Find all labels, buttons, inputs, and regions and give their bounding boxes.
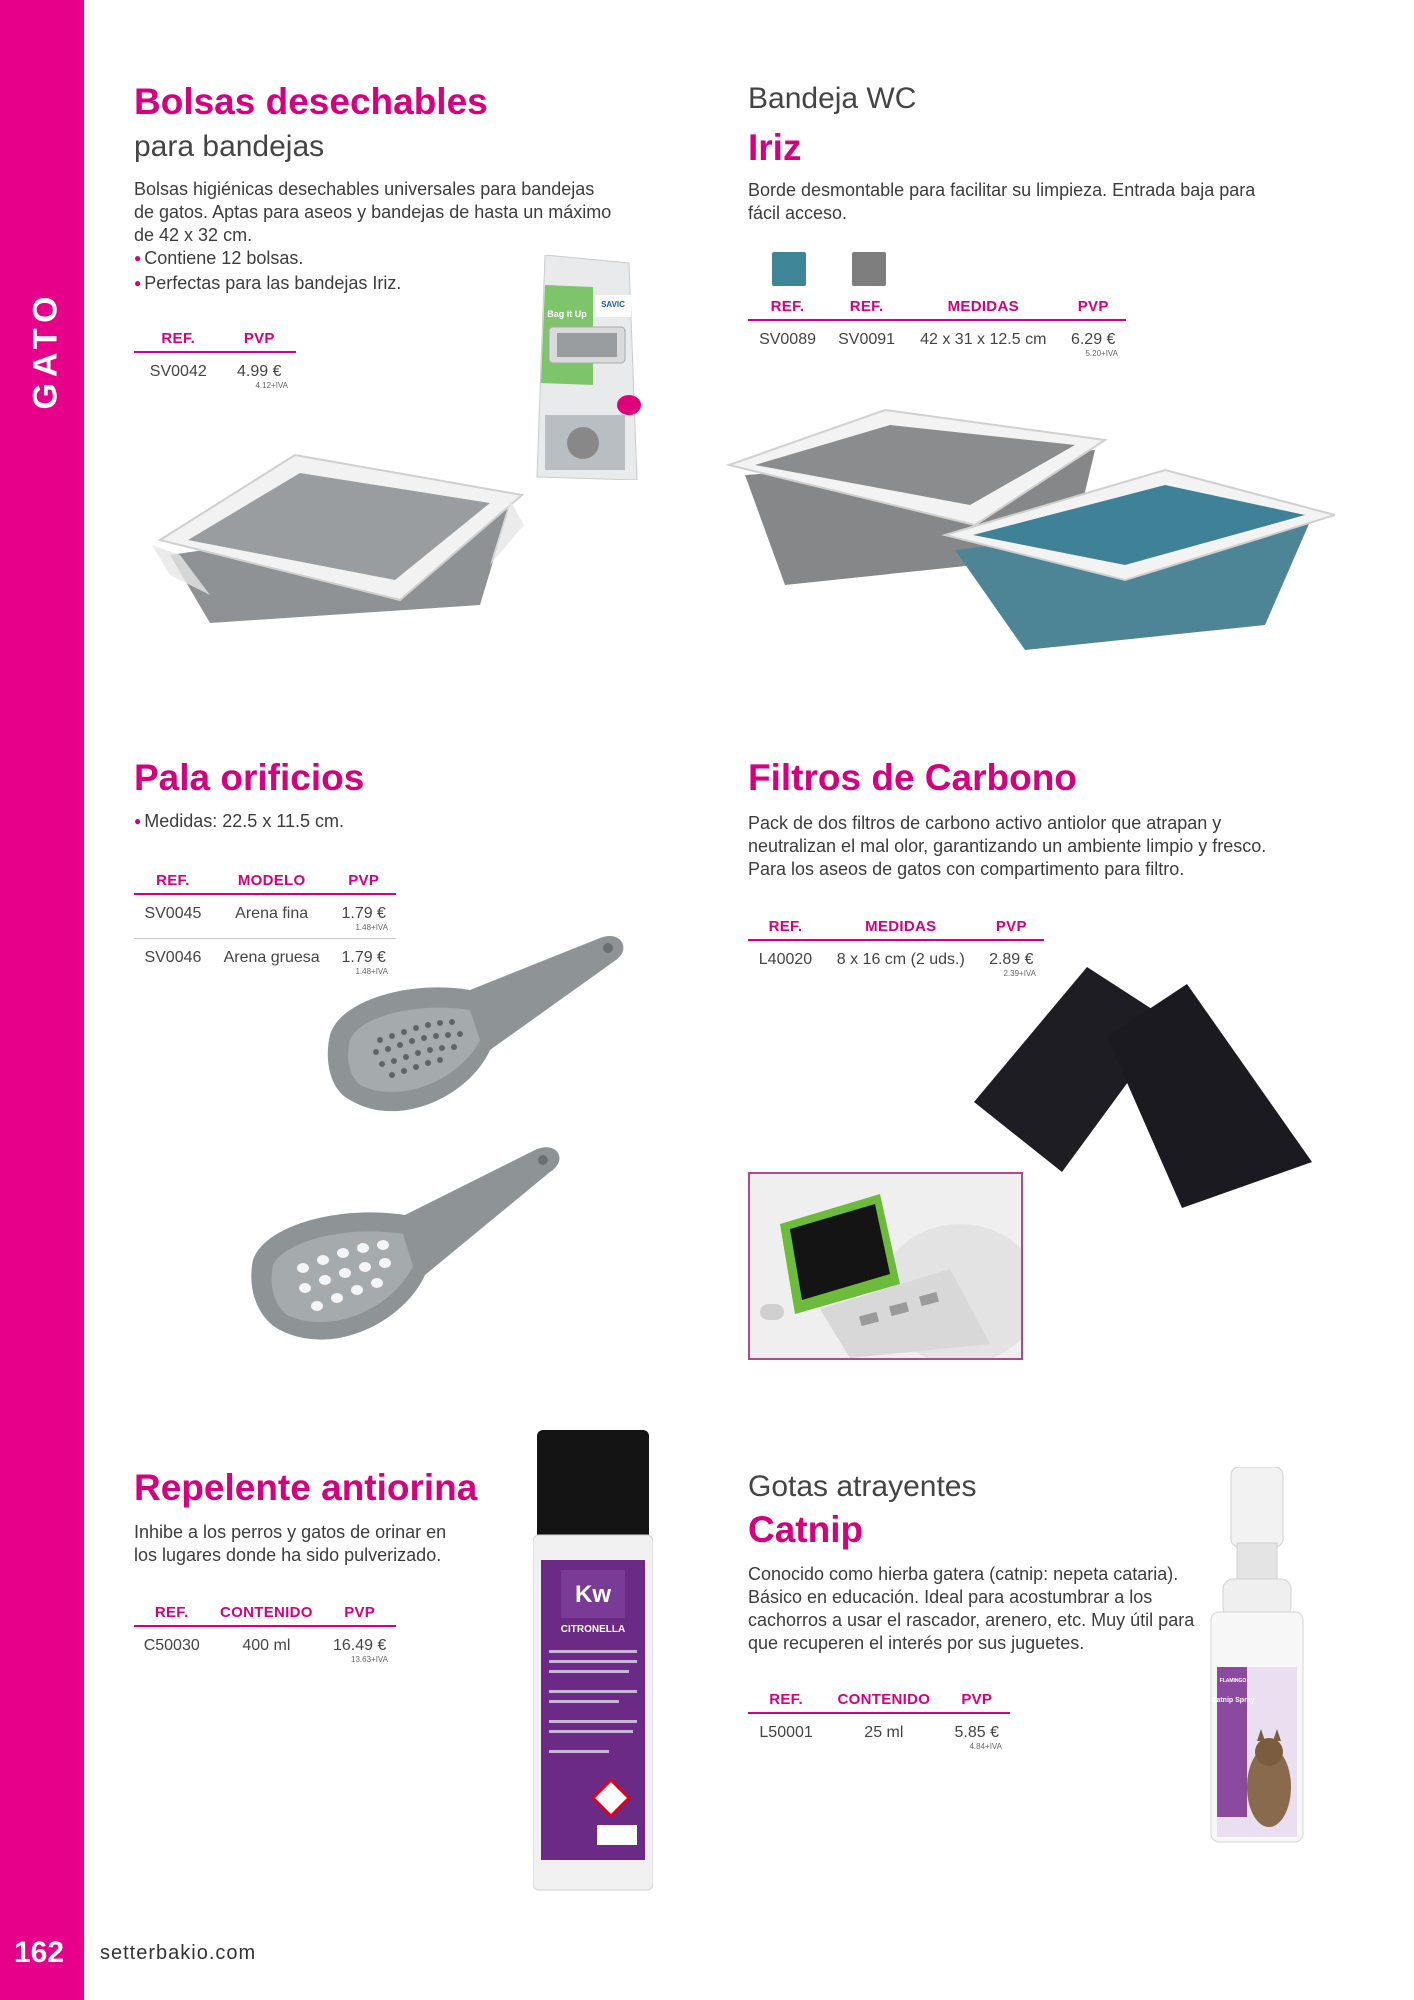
bottle-brand: FLAMINGO — [1219, 1678, 1247, 1684]
filter-inset-image — [748, 1172, 1023, 1360]
pala-bullet: ● Medidas: 22.5 x 11.5 cm. — [134, 810, 534, 835]
table-row — [134, 1626, 396, 1670]
iriz-trays-image — [725, 405, 1335, 655]
bolsas-bullet: ● Perfectas para las bandejas Iriz. — [134, 272, 614, 297]
table-header: MEDIDAS — [906, 298, 1060, 320]
repelente-price-table — [134, 1604, 396, 1670]
content-cell: 400 ml — [242, 1637, 291, 1654]
website-link[interactable]: setterbakio.com — [100, 1942, 257, 1964]
repelente-description: Inhibe a los perros y gatos de orinar en los lugares donde ha sido pulverizado. — [134, 1522, 447, 1565]
table-row — [748, 320, 1126, 364]
price-cell: 1.79 € 1.48+IVA — [331, 894, 396, 939]
price-cell: 1.79 € 1.48+IVA — [341, 949, 388, 976]
catnip-title: Catnip — [748, 1509, 864, 1550]
ref-cell: SV0089 — [759, 331, 816, 348]
catnip-bottle-image — [1207, 1467, 1307, 1847]
table-header: PVP — [979, 918, 1044, 940]
content-cell: 25 ml — [864, 1724, 904, 1741]
table-header: REF. — [827, 298, 906, 320]
filtros-title: Filtros de Carbono — [748, 757, 1077, 798]
ref-cell: C50030 — [143, 1637, 200, 1654]
pala-description — [134, 810, 534, 835]
color-swatch-grey[interactable] — [852, 252, 886, 286]
table-header: REF. — [748, 1691, 824, 1713]
table-header: REF. — [134, 1604, 209, 1626]
iriz-subtitle: Bandeja WC — [748, 82, 917, 115]
table-header: PVP — [223, 330, 296, 352]
bolsas-bullet: ● Contiene 12 bolsas. — [134, 247, 614, 272]
bolsas-title: Bolsas desechables — [134, 81, 488, 122]
litter-tray-bag-image — [150, 445, 530, 625]
table-header: REF. — [748, 918, 823, 940]
iriz-description: Borde desmontable para facilitar su limpieza. Entrada baja para fácil acceso. — [748, 180, 1256, 223]
model-cell: Arena fina — [212, 894, 332, 939]
table-row — [134, 352, 296, 396]
ref-cell: SV0046 — [144, 949, 202, 966]
table-header: PVP — [331, 872, 396, 894]
can-brand: Kw — [575, 1581, 611, 1608]
price-cell: 6.29 € 5.20+IVA — [1070, 331, 1118, 358]
table-header: CONTENIDO — [824, 1691, 943, 1713]
page-number: 162 — [14, 1936, 65, 1969]
color-swatch-blue[interactable] — [772, 252, 806, 286]
bottle-label: Catnip Spray — [1211, 1697, 1255, 1704]
catnip-price-table — [748, 1691, 1010, 1757]
bolsas-subtitle: para bandejas — [134, 130, 325, 163]
ref-cell: L50001 — [759, 1724, 813, 1741]
measure-cell: 8 x 16 cm (2 uds.) — [836, 951, 965, 968]
catnip-description: Conocido como hierba gatera (catnip: nepeta cataria). Básico en educación. Ideal para acostumbrar a los cachorros a usar el rascador, arenero, etc. Muy útil para que recuperen el interés por sus juguetes. — [748, 1564, 1195, 1653]
table-header: REF. — [748, 298, 827, 320]
table-header: MODELO — [212, 872, 332, 894]
table-header: PVP — [323, 1604, 396, 1626]
scoop-coarse-image — [245, 1140, 565, 1360]
table-header: REF. — [134, 872, 212, 894]
bolsas-price-table — [134, 330, 296, 396]
price-cell: 2.89 € 2.39+IVA — [989, 951, 1036, 978]
package-brand: SAVIC — [601, 300, 625, 309]
table-header: PVP — [1060, 298, 1126, 320]
scoop-fine-image — [320, 930, 630, 1130]
can-label: CITRONELLA — [560, 1624, 626, 1635]
iriz-price-table — [748, 298, 1126, 364]
section-label: GATO — [26, 290, 65, 410]
pala-title: Pala orificios — [134, 757, 365, 798]
table-header: CONTENIDO — [209, 1604, 323, 1626]
table-row — [748, 1713, 1010, 1757]
catnip-subtitle: Gotas atrayentes — [748, 1470, 977, 1503]
table-header: PVP — [944, 1691, 1010, 1713]
ref-cell: L40020 — [758, 951, 813, 968]
carbon-filters-image — [972, 962, 1317, 1212]
filtros-description: Pack de dos filtros de carbono activo antiolor que atrapan y neutralizan el mal olor, garantizando un ambiente limpio y fresco. Para los aseos de gatos con compartimento para filtro. — [748, 813, 1267, 879]
repelente-title: Repelente antiorina — [134, 1467, 478, 1508]
bolsas-description: Bolsas higiénicas desechables universales para bandejas de gatos. Aptas para aseos y bandejas de hasta un máximo de 42 x 32 cm. ● Contiene 12 bolsas. ● Perfectas para las bandejas Iriz. — [134, 178, 614, 297]
price-cell: 5.85 € 4.84+IVA — [954, 1724, 1002, 1751]
measure-cell: 42 x 31 x 12.5 cm — [920, 331, 1047, 348]
bag-package-image — [533, 255, 641, 480]
price-cell: 4.99 € 4.12+IVA — [237, 363, 288, 390]
ref-cell: SV0091 — [838, 331, 896, 348]
model-cell: Arena gruesa — [223, 949, 320, 966]
iriz-title: Iriz — [748, 127, 802, 168]
table-header: MEDIDAS — [823, 918, 979, 940]
repellent-can-image — [533, 1430, 653, 1900]
ref-cell: SV0045 — [134, 894, 212, 939]
table-header: REF. — [134, 330, 223, 352]
package-name: Bag it Up — [547, 309, 587, 319]
price-cell: 16.49 € 13.63+IVA — [332, 1637, 388, 1664]
ref-cell: SV0042 — [149, 363, 207, 380]
